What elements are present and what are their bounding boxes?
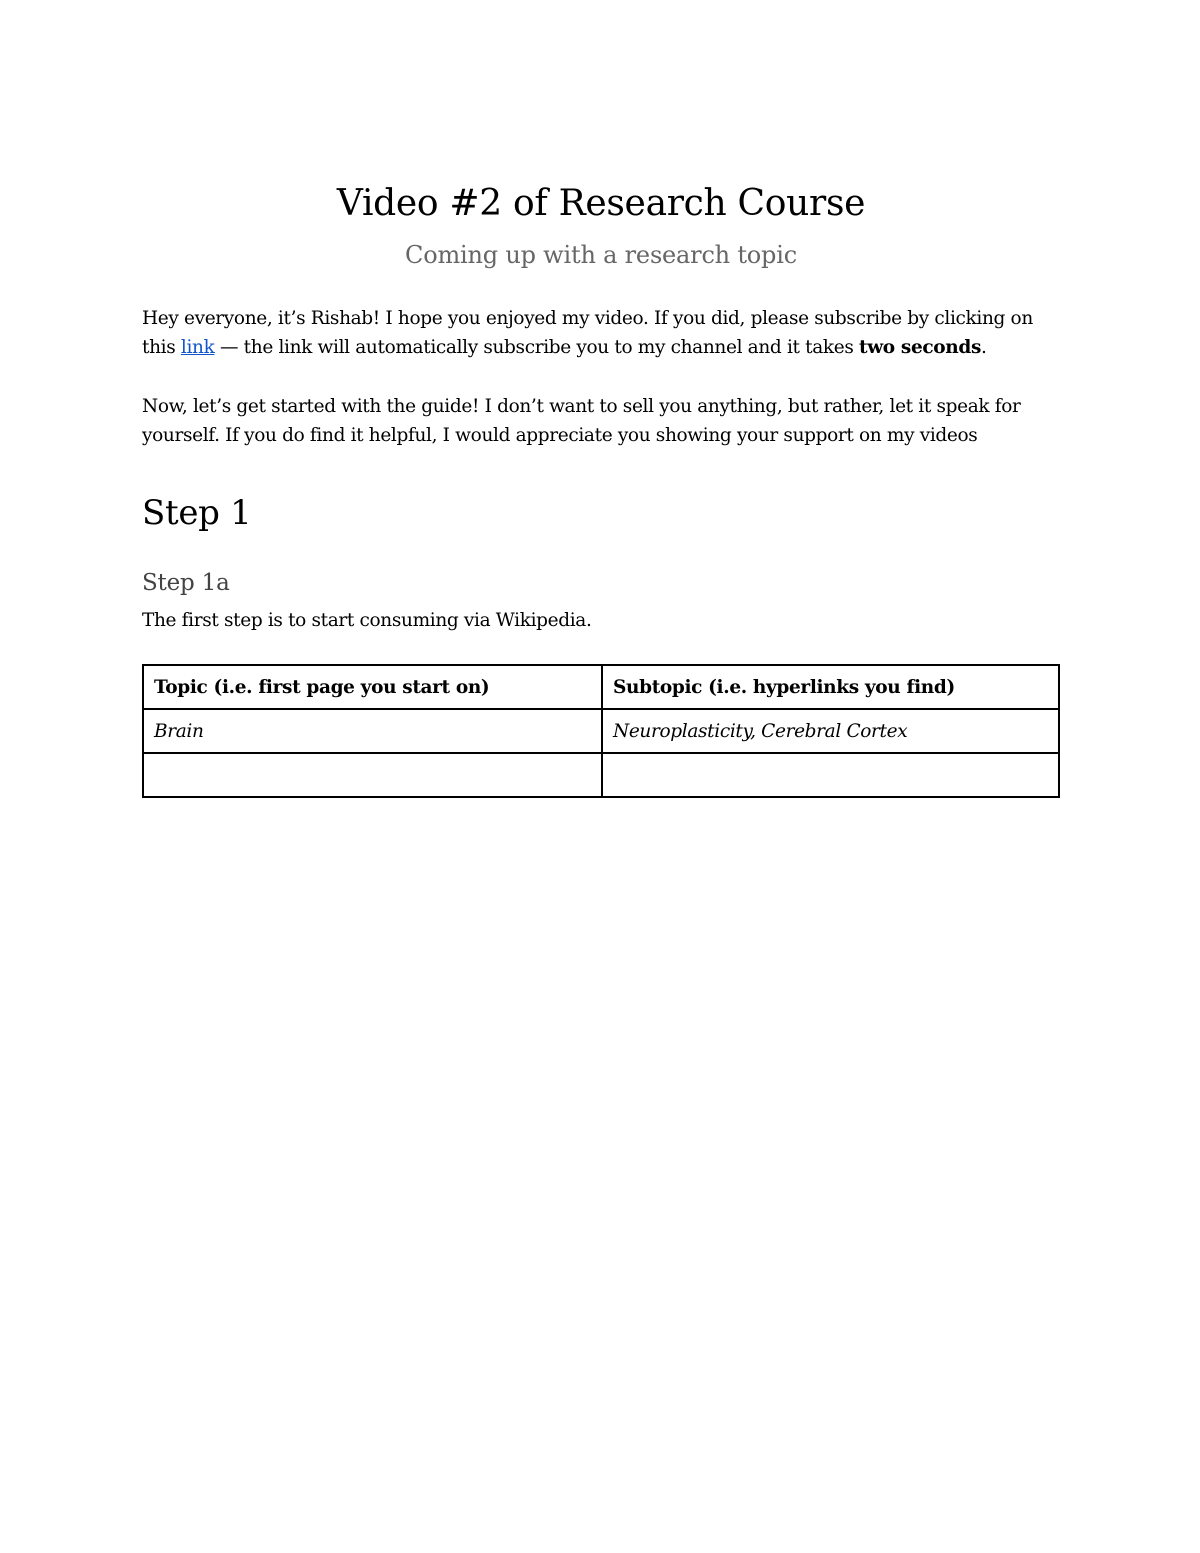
table-header-cell: Subtopic (i.e. hyperlinks you find) (602, 665, 1059, 709)
table-header-row (143, 665, 1059, 709)
topic-table (142, 664, 1060, 798)
table-cell (143, 753, 602, 797)
table-header-cell: Topic (i.e. first page you start on) (143, 665, 602, 709)
subscribe-link[interactable]: link (180, 337, 215, 358)
guide-paragraph: Now, let’s get started with the guide! I don’t want to sell you anything, but rather, let it speak for yourself. If you do find it helpful, I would appreciate you showing your support on my videos (142, 396, 1021, 446)
intro-paragraph (142, 304, 1060, 362)
table-cell: Brain (143, 709, 602, 753)
intro-text-end: . (981, 337, 987, 358)
table-cell: Neuroplasticity, Cerebral Cortex (602, 709, 1059, 753)
table-cell (602, 753, 1059, 797)
intro-text-after-link: — the link will automatically subscribe you to my channel and it takes (214, 337, 860, 358)
table-row (143, 753, 1059, 797)
intro-text-before-link: Hey everyone, it’s Rishab! I hope you enjoyed my video. If you did, please subscribe by clicking on this (142, 308, 1033, 358)
document-subtitle: Coming up with a research topic (405, 241, 797, 269)
heading-step-1a: Step 1a (142, 570, 230, 596)
heading-step-1: Step 1 (142, 493, 252, 533)
table-row (143, 709, 1059, 753)
step-1a-paragraph: The first step is to start consuming via Wikipedia. (142, 610, 592, 631)
intro-bold-text: two seconds (859, 337, 982, 358)
document-title: Video #2 of Research Course (336, 183, 866, 224)
